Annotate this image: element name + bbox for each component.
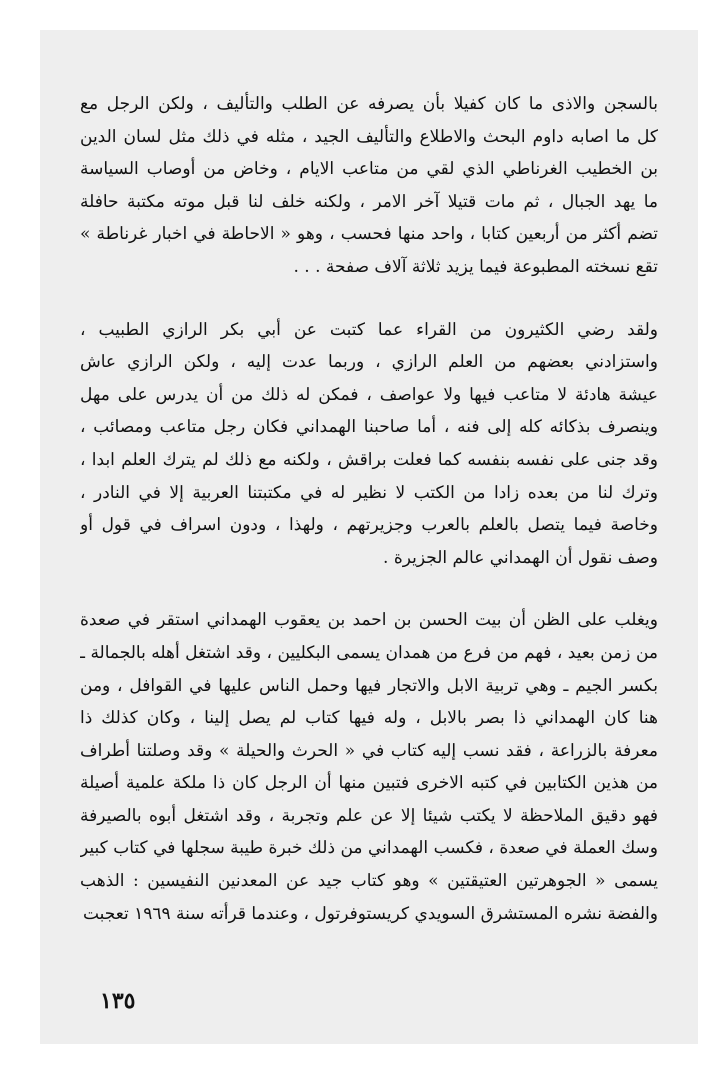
paragraph-gap — [80, 574, 658, 604]
text-line: بن الخطيب الغرناطي الذي لقي من متاعب الايام ، وخاض من أوصاب السياسة — [80, 159, 658, 180]
text-line: معرفة بالزراعة ، فقد نسب إليه كتاب في « الحرث والحيلة » وقد وصلتنا أطراف — [80, 740, 658, 761]
text-line: تضم أكثر من أربعين كتابا ، واحد منها فحسب ، وهو « الاحاطة في اخبار غرناطة » — [80, 224, 658, 245]
paragraph — [80, 314, 658, 575]
text-line: ويغلب على الظن أن بيت الحسن بن احمد بن يعقوب الهمداني استقر في صعدة — [80, 610, 658, 631]
text-line: وخاصة فيما يتصل بالعلم بالعرب وجزيرتهم ، ولهذا ، ودون اسراف في قول أو — [80, 515, 658, 536]
paragraph-gap — [80, 284, 658, 314]
page-number: ١٣٥ — [100, 988, 136, 1014]
text-line: من زمن بعيد ، فهم من فرع من همدان يسمى البكليين ، وقد اشتغل أهله بالجمالة ـ — [80, 642, 658, 663]
text-line: من هذين الكتابين في كتبه الاخرى فتبين منها أن الرجل كان ذا ملكة علمية أصيلة — [80, 773, 658, 794]
text-line: والفضة نشره المستشرق السويدي كريستوفرتول ، وعندما قرأته سنة ١٩٦٩ تعجبت — [82, 903, 658, 924]
paragraph — [80, 604, 658, 930]
text-line: بكسر الجيم ـ وهي تربية الابل والاتجار فيها وحمل الناس عليها في القوافل ، ومن — [80, 675, 658, 696]
text-line: يسمى « الجوهرتين العتيقتين » وهو كتاب جيد عن المعدنين النفيسين : الذهب — [80, 871, 658, 892]
text-line: تقع نسخته المطبوعة فيما يزيد ثلاثة آلاف صفحة . . . — [293, 256, 658, 277]
text-line: وينصرف بذكائه كله إلى فنه ، أما صاحبنا الهمداني فكان رجل متاعب ومصائب ، — [80, 417, 658, 438]
text-line: ما يهد الجبال ، ثم مات قتيلا آخر الامر ، ولكنه خلف لنا قبل موته مكتبة حافلة — [80, 191, 658, 212]
text-line: ولقد رضي الكثيرون من القراء عما كتبت عن أبي بكر الرازي الطبيب ، — [80, 319, 658, 340]
text-line: وصف نقول أن الهمداني عالم الجزيرة . — [383, 547, 658, 568]
text-line: هنا كان الهمداني ذا بصر بالابل ، وله فيها كتاب لم يصل إلينا ، وكان كذلك ذا — [80, 708, 658, 729]
text-line: بالسجن والاذى ما كان كفيلا بأن يصرفه عن الطلب والتأليف ، ولكن الرجل مع — [80, 94, 658, 114]
text-line: واستزادني بعضهم من العلم الرازي ، وربما عدت إليه ، ولكن الرازي عاش — [80, 352, 658, 373]
body-text — [80, 88, 658, 930]
text-line: عيشة هادئة لا متاعب فيها ولا عواصف ، فمكن له ذلك من أن يدرس على مهل — [80, 384, 658, 405]
paragraph — [80, 88, 658, 284]
text-line: فهو دقيق الملاحظة لا يكتب شيئا إلا عن علم وتجربة ، وقد اشتغل أبوه بالصيرفة — [80, 805, 658, 826]
text-line: كل ما اصابه داوم البحث والاطلاع والتأليف الجيد ، مثله في ذلك مثل لسان الدين — [80, 126, 658, 147]
book-page — [40, 30, 698, 1044]
text-line: وقد جنى على نفسه بنفسه كما فعلت براقش ، ولكنه مع ذلك لم يترك العلم ابدا ، — [80, 449, 658, 470]
text-line: وسك العملة في صعدة ، فكسب الهمداني من ذلك خبرة طيبة سجلها في كتاب كبير — [80, 838, 658, 859]
text-line: وترك لنا من بعده زادا من الكتب لا نظير له في مكتبتنا العربية إلا في النادر ، — [80, 482, 658, 503]
